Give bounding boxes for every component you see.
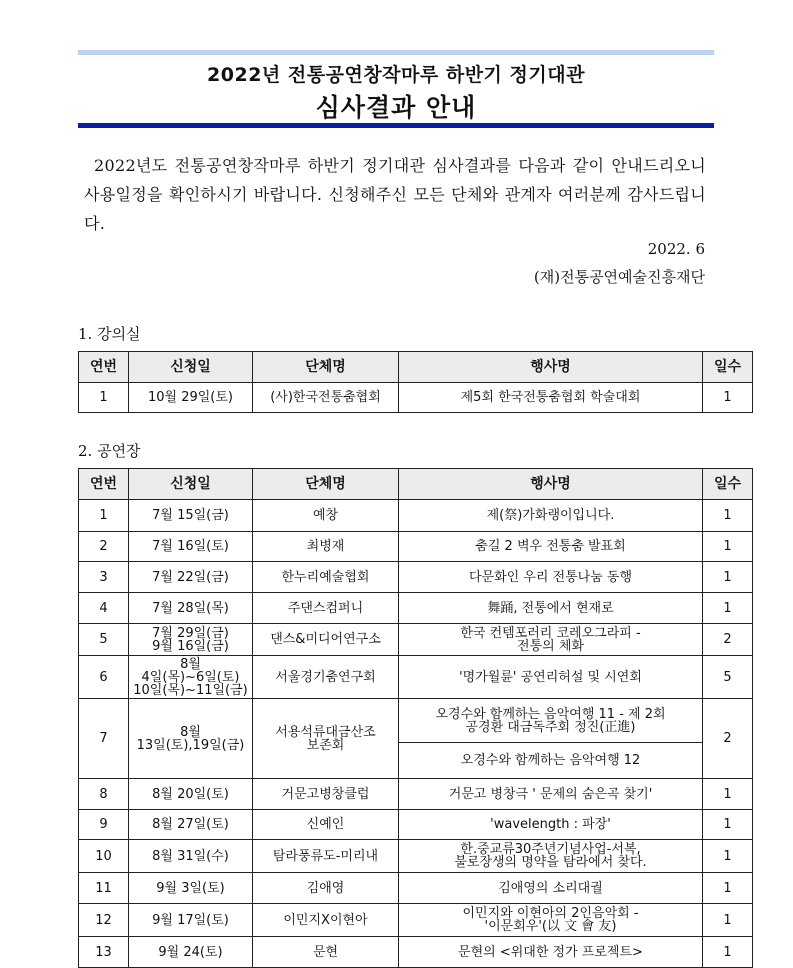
- table-row: [79, 779, 753, 810]
- cell-group: 서울경기춤연구회: [253, 656, 399, 699]
- cell-group: 서용석류대금산조 보존회: [253, 699, 399, 779]
- table-row: [79, 810, 753, 840]
- cell-no: 2: [79, 532, 129, 562]
- cell-group: (사)한국전통춤협회: [253, 383, 399, 413]
- cell-no: 1: [79, 500, 129, 532]
- cell-days: 1: [703, 500, 753, 532]
- cell-date: 9월 24(토): [129, 937, 253, 968]
- table-row: [79, 500, 753, 532]
- cell-no: 3: [79, 562, 129, 593]
- cell-group: 이민지X이현아: [253, 904, 399, 937]
- cell-event: 한국 컨템포러리 코레오그라피 - 전통의 체화: [399, 624, 703, 656]
- section-1-heading: 1. 강의실: [78, 325, 141, 343]
- cell-group: 예창: [253, 500, 399, 532]
- notice-date: 2022. 6: [647, 240, 705, 258]
- performance-hall-table: [78, 468, 753, 968]
- cell-date: 7월 29일(금) 9월 16일(금): [129, 624, 253, 656]
- cell-group: 댄스&미디어연구소: [253, 624, 399, 656]
- cell-event: 거문고 병창극 ' 문제의 숨은곡 찾기': [399, 779, 703, 810]
- cell-event: 한.중교류30주년기념사업-서복, 불로장생의 명약을 탐라에서 찾다.: [399, 840, 703, 873]
- cell-group: 김애영: [253, 873, 399, 904]
- cell-days: 1: [703, 383, 753, 413]
- cell-days: 1: [703, 937, 753, 968]
- table-row: [79, 656, 753, 699]
- cell-no: 11: [79, 873, 129, 904]
- cell-event: 제(祭)가화랭이입니다.: [399, 500, 703, 532]
- cell-days: 1: [703, 532, 753, 562]
- cell-date: 9월 17일(토): [129, 904, 253, 937]
- cell-group: 거문고병창클럽: [253, 779, 399, 810]
- title-line-2: 심사결과 안내: [315, 93, 477, 122]
- cell-no: 1: [79, 383, 129, 413]
- cell-date: 8월 13일(토),19일(금): [129, 699, 253, 779]
- cell-group: 최병재: [253, 532, 399, 562]
- cell-date: 8월 20일(토): [129, 779, 253, 810]
- cell-event-sub: 오경수와 함께하는 음악여행 12: [399, 743, 703, 779]
- table-row: [79, 840, 753, 873]
- bottom-rule: [78, 123, 714, 128]
- cell-no: 5: [79, 624, 129, 656]
- organization-name: (재)전통공연예술진흥재단: [533, 268, 705, 286]
- header-days: 일수: [703, 352, 753, 383]
- header-group: 단체명: [253, 352, 399, 383]
- cell-days: 1: [703, 593, 753, 624]
- cell-event: 김애영의 소리대궐: [399, 873, 703, 904]
- header-date: 신청일: [129, 469, 253, 500]
- cell-date: 8월 4일(목)~6일(토) 10일(목)~11일(금): [129, 656, 253, 699]
- header-days: 일수: [703, 469, 753, 500]
- table-row: [79, 593, 753, 624]
- cell-event: 이민지와 이현아의 2인음악회 - '이문회우'(以 文 會 友): [399, 904, 703, 937]
- table-row: [79, 699, 753, 743]
- header-group: 단체명: [253, 469, 399, 500]
- cell-date: 8월 31일(수): [129, 840, 253, 873]
- cell-group: 탐라풍류도-미리내: [253, 840, 399, 873]
- cell-date: 9월 3일(토): [129, 873, 253, 904]
- cell-group: 문현: [253, 937, 399, 968]
- cell-event: '명가월륜' 공연리허설 및 시연회: [399, 656, 703, 699]
- header-event: 행사명: [399, 352, 703, 383]
- cell-date: 10월 29일(토): [129, 383, 253, 413]
- top-rule: [78, 50, 714, 55]
- header-event: 행사명: [399, 469, 703, 500]
- cell-event: 춤길 2 벽우 전통춤 발표회: [399, 532, 703, 562]
- cell-no: 9: [79, 810, 129, 840]
- intro-paragraph: 2022년도 전통공연창작마루 하반기 정기대관 심사결과를 다음과 같이 안내드리오니 사용일정을 확인하시기 바랍니다. 신청해주신 모든 단체와 관계자 여러분께 감사드립니다.: [84, 156, 706, 233]
- cell-no: 10: [79, 840, 129, 873]
- cell-no: 13: [79, 937, 129, 968]
- cell-no: 4: [79, 593, 129, 624]
- table-row: [79, 624, 753, 656]
- section-2-heading: 2. 공연장: [78, 442, 141, 460]
- cell-event: 'wavelength : 파장': [399, 810, 703, 840]
- cell-group: 주댄스컴퍼니: [253, 593, 399, 624]
- title-line-1: 2022년 전통공연창작마루 하반기 정기대관: [207, 64, 585, 86]
- cell-event: 舞踊, 전통에서 현재로: [399, 593, 703, 624]
- cell-days: 1: [703, 840, 753, 873]
- cell-days: 2: [703, 624, 753, 656]
- cell-no: 12: [79, 904, 129, 937]
- table-row: [79, 532, 753, 562]
- cell-no: 6: [79, 656, 129, 699]
- cell-days: 1: [703, 904, 753, 937]
- table-header-row: [79, 352, 753, 383]
- cell-days: 1: [703, 810, 753, 840]
- header-no: 연번: [79, 469, 129, 500]
- cell-days: 1: [703, 873, 753, 904]
- cell-event: 다문화인 우리 전통나눔 동행: [399, 562, 703, 593]
- cell-event: 오경수와 함께하는 음악여행 11 - 제 2회 공경환 대금독주회 정진(正進): [399, 699, 703, 743]
- cell-days: 5: [703, 656, 753, 699]
- cell-group: 신예인: [253, 810, 399, 840]
- cell-days: 1: [703, 562, 753, 593]
- cell-event: 제5회 한국전통춤협회 학술대회: [399, 383, 703, 413]
- cell-date: 7월 22일(금): [129, 562, 253, 593]
- table-row: [79, 383, 753, 413]
- cell-date: 7월 15일(금): [129, 500, 253, 532]
- cell-event: 문현의 <위대한 정가 프로젝트>: [399, 937, 703, 968]
- table-row: [79, 873, 753, 904]
- cell-no: 8: [79, 779, 129, 810]
- cell-date: 7월 16일(토): [129, 532, 253, 562]
- cell-date: 7월 28일(목): [129, 593, 253, 624]
- table-row: [79, 562, 753, 593]
- table-row: [79, 904, 753, 937]
- table-header-row: [79, 469, 753, 500]
- cell-no: 7: [79, 699, 129, 779]
- cell-days: 2: [703, 699, 753, 779]
- table-row: [79, 937, 753, 968]
- lecture-room-table: [78, 351, 753, 413]
- cell-group: 한누리예술협회: [253, 562, 399, 593]
- header-no: 연번: [79, 352, 129, 383]
- cell-date: 8월 27일(토): [129, 810, 253, 840]
- cell-days: 1: [703, 779, 753, 810]
- header-date: 신청일: [129, 352, 253, 383]
